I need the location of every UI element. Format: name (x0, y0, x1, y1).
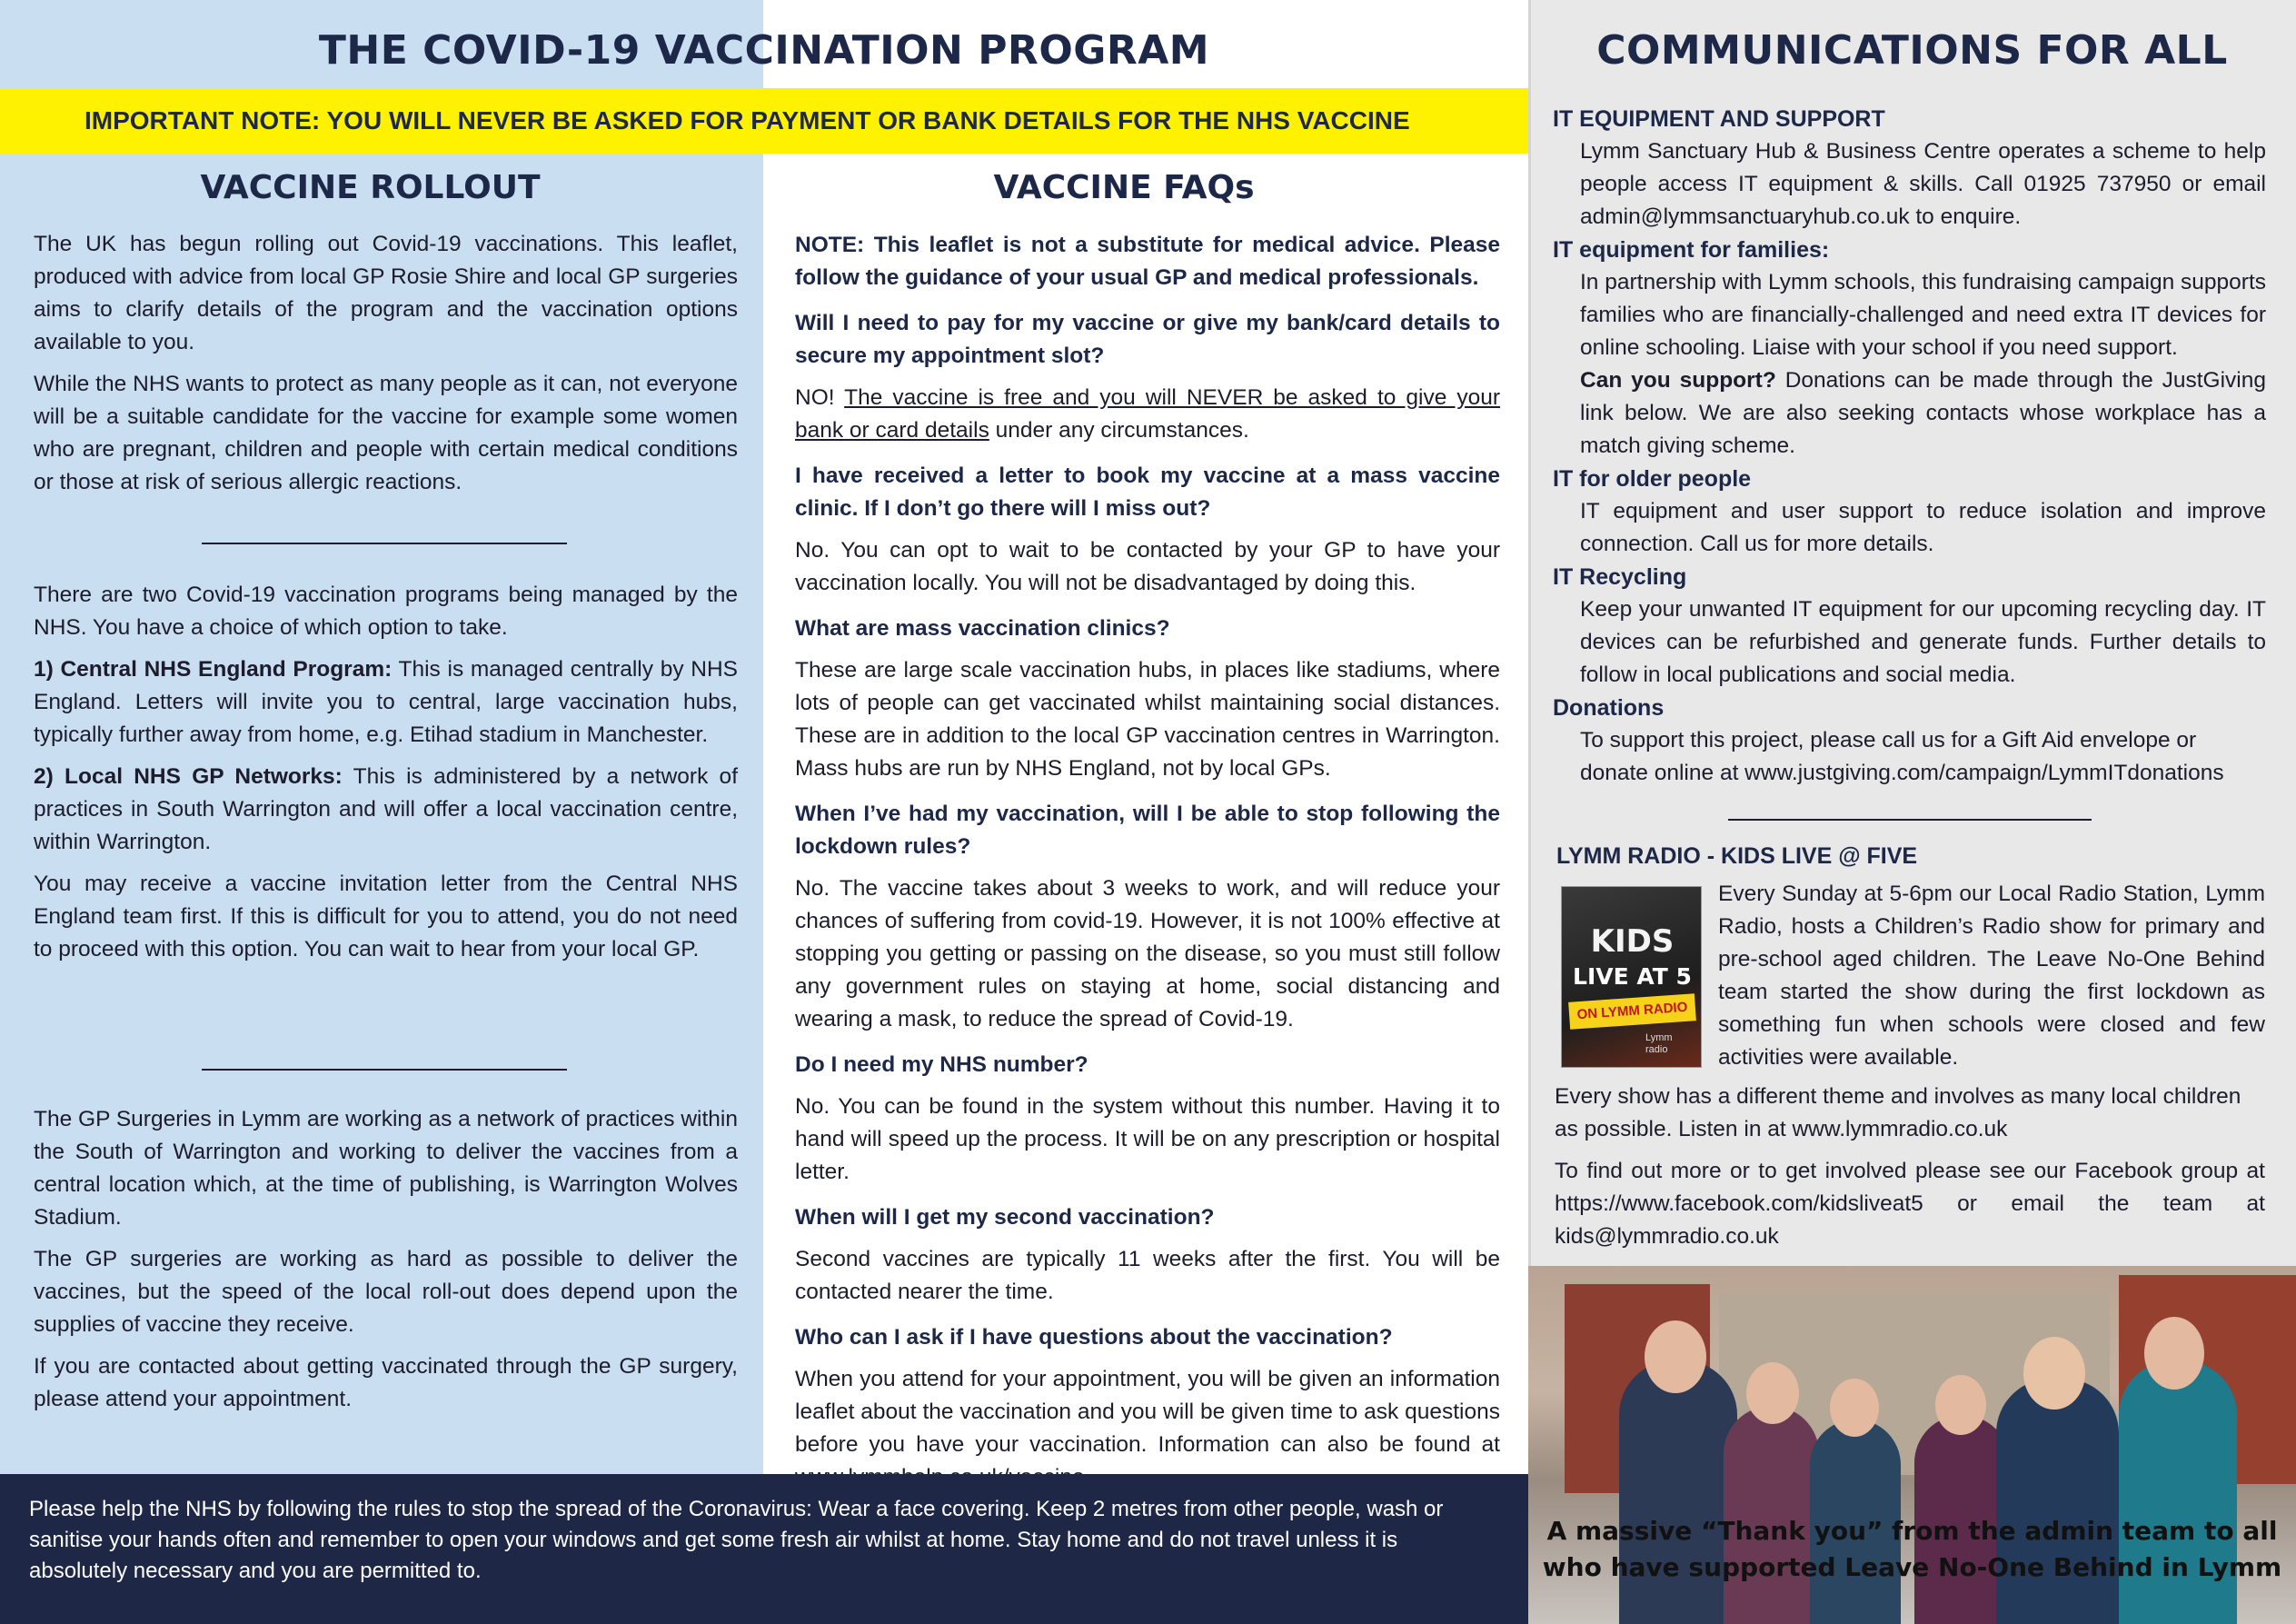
faq-question: Who can I ask if I have questions about the vaccination? (795, 1325, 1393, 1350)
faq-answer: When you attend for your appointment, you will be given an information leaflet about the vaccination and you will be given time to ask questions before you have your vaccination. Information can also be found at (795, 1367, 1500, 1457)
faq-note: NOTE: This leaflet is not a substitute for medical advice. Please follow the guidance of your usual GP and medical professionals. (795, 233, 1500, 290)
faq-question: What are mass vaccination clinics? (795, 616, 1170, 641)
it-families-heading: IT equipment for families: (1553, 237, 1830, 263)
communications-title: COMMUNICATIONS FOR ALL (1596, 27, 2228, 74)
rollout-paragraph: The GP surgeries are working as hard as possible to deliver the vaccines, but the speed of the local roll-out does depend upon the supplies of vaccine they receive. (34, 1247, 738, 1337)
it-support-text: Lymm Sanctuary Hub & Business Centre operates a scheme to help people access IT equipment & skills. Call 01925 737950 or email admin@lymmsanctuaryhub.co.uk to enquire. (1580, 139, 2266, 229)
faq-question: When I’ve had my vaccination, will I be able to stop following the lockdown rules? (795, 802, 1500, 859)
footer-banner (0, 1474, 1528, 1624)
kids-live-at-five-image (1561, 886, 1702, 1068)
faq-answer: These are large scale vaccination hubs, in places like stadiums, where lots of people can get vaccinated whilst maintaining social distances. These are in addition to the local GP vaccination centres in Warrington. Mass hubs are run by NHS England, not by local GPs. (795, 658, 1500, 781)
support-text: Donations can be made through the JustGiving link below. We are also seeking contacts whose workplace has a match giving scheme. (1580, 368, 2266, 458)
it-older-text: IT equipment and user support to reduce isolation and improve connection. Call us for more details. (1580, 499, 2266, 556)
team-member-head (1746, 1362, 1799, 1424)
kids-image-subtitle: LIVE AT 5 (1573, 963, 1692, 990)
support-item (1580, 364, 2266, 463)
important-note-banner (0, 88, 1528, 154)
rollout-paragraph: The UK has begun rolling out Covid-19 vaccinations. This leaflet, produced with advice from local GP Rosie Shire and local GP surgeries aims to clarify details of the program and the vaccination options available to you. (34, 232, 738, 354)
radio-description (1718, 878, 2265, 1083)
team-member-head (1830, 1379, 1879, 1437)
rollout-programs (34, 579, 738, 975)
donations-text: To support this project, please call us for a Gift Aid envelope or donate online at www.justgiving.com/campaign/LymmITdonations (1580, 728, 2224, 785)
lymm-radio-heading: LYMM RADIO - KIDS LIVE @ FIVE (1556, 843, 1918, 869)
team-member-head (1935, 1375, 1986, 1435)
it-families-text: In partnership with Lymm schools, this fundraising campaign supports families who are financially-challenged and need extra IT devices for online schooling. Liaise with your school if you need support. (1580, 270, 2266, 360)
footer-text: Please help the NHS by following the rules to stop the spread of the Coronavirus: Wear a face covering. Keep 2 metres from other people, wash or sanitise your hands often and remember to open your windows and get some fresh air whilst at home. Stay home and do not travel unless it is absolutely necessary and you are permitted to. (29, 1497, 1444, 1583)
faq-list (795, 229, 1500, 1503)
communications-list (1553, 103, 2266, 790)
it-families-body (1553, 266, 2266, 463)
team-member-head (1645, 1320, 1706, 1393)
rollout-paragraph: If you are contacted about getting vaccinated through the GP surgery, please attend your appointment. (34, 1354, 738, 1411)
radio-paragraph: Every Sunday at 5-6pm our Local Radio Station, Lymm Radio, hosts a Children’s Radio show for primary and pre-school aged children. The Leave No-One Behind team started the show during the first lockdown as something fun when schools were closed and few activities were available. (1718, 882, 2265, 1070)
faq-answer: No. You can be found in the system without this number. Having it to hand will speed up the process. It will be on any prescription or hospital letter. (795, 1094, 1500, 1184)
faq-answer: Second vaccines are typically 11 weeks after the first. You will be contacted nearer the time. (795, 1247, 1500, 1304)
team-member (1996, 1379, 2119, 1624)
vaccine-rollout-heading: VACCINE ROLLOUT (200, 169, 541, 206)
kids-image-title: KIDS (1590, 923, 1675, 960)
section-divider (202, 543, 567, 544)
support-label: Can you support? (1580, 368, 1776, 393)
it-support-heading: IT EQUIPMENT AND SUPPORT (1553, 106, 1885, 132)
central-program-text: This is managed centrally by NHS England. Letters will invite you to central, large vaccination hubs, typically further away from home, e.g. Etihad stadium in Manchester. (34, 657, 738, 747)
vaccine-faqs-heading: VACCINE FAQs (993, 169, 1255, 206)
faq-question: I have received a letter to book my vaccine at a mass vaccine clinic. If I don’t go there will I miss out? (795, 463, 1500, 521)
faq-answer: NO! The vaccine is free and you will NEVER be asked to give your bank or card details under any circumstances. (795, 385, 1501, 443)
team-member-head (2023, 1337, 2085, 1410)
faq-question: Do I need my NHS number? (795, 1052, 1088, 1077)
rollout-paragraph: There are two Covid-19 vaccination programs being managed by the NHS. You have a choice of which option to take. (34, 583, 738, 640)
rollout-paragraph: You may receive a vaccine invitation letter from the Central NHS England team first. If this is difficult for you to attend, you do not need to proceed with this option. You can wait to hear from your local GP. (34, 872, 738, 961)
it-older-heading: IT for older people (1553, 466, 1752, 492)
faq-answer: No. You can opt to wait to be contacted by your GP to have your vaccination locally. You will not be disadvantaged by doing this. (795, 538, 1500, 595)
it-recycling-text: Keep your unwanted IT equipment for our upcoming recycling day. IT devices can be refurbished and generate funds. Further details to follow in local publications and social media. (1580, 597, 2266, 687)
radio-details (1555, 1081, 2265, 1262)
rollout-intro (34, 228, 738, 508)
donations-heading: Donations (1553, 695, 1665, 721)
faq-answer: No. The vaccine takes about 3 weeks to work, and will reduce your chances of suffering from covid-19. However, it is not 100% effective at stopping you getting or passing on the disease, so you must still follow any government rules on staying at home, social distancing and wearing a mask, to reduce the spread of Covid-19. (795, 876, 1500, 1031)
radio-paragraph: Every show has a different theme and involves as many local children as possible. Listen in at www.lymmradio.co.uk (1555, 1084, 2241, 1141)
kids-image-badge: ON LYMM RADIO (1568, 993, 1696, 1030)
faq-answer-emphasis: The vaccine is free and you will NEVER be asked to give your bank or card details (795, 385, 1501, 443)
page-title: THE COVID-19 VACCINATION PROGRAM (318, 27, 1210, 74)
lymm-radio-logo: Lymm radio (1645, 1032, 1673, 1055)
thank-you-caption: A massive “Thank you” from the admin team to all who have supported Leave No-One Behind in Lymm (1542, 1516, 2282, 1582)
section-divider (1728, 819, 2092, 821)
faq-question: Will I need to pay for my vaccine or give my bank/card details to secure my appointment slot? (795, 311, 1500, 368)
local-program-item (34, 761, 738, 859)
central-program-label: 1) Central NHS England Program: (34, 657, 393, 682)
local-program-text: This is administered by a network of practices in South Warrington and will offer a local vaccination centre, within Warrington. (34, 764, 738, 854)
it-recycling-heading: IT Recycling (1553, 564, 1687, 590)
rollout-gp-surgeries (34, 1103, 738, 1425)
team-member-head (2144, 1317, 2204, 1390)
section-divider (202, 1069, 567, 1071)
local-program-label: 2) Local NHS GP Networks: (34, 764, 343, 789)
radio-paragraph: To find out more or to get involved please see our Facebook group at https://www.facebook.com/kidsliveat5 or email the team at kids@lymmradio.co.uk (1555, 1159, 2265, 1249)
faq-question: When will I get my second vaccination? (795, 1205, 1215, 1230)
central-program-item (34, 653, 738, 752)
rollout-paragraph: While the NHS wants to protect as many people as it can, not everyone will be a suitable candidate for the vaccine for example some women who are pregnant, children and people with certain medical conditions or those at risk of serious allergic reactions. (34, 372, 738, 494)
important-note-text: IMPORTANT NOTE: YOU WILL NEVER BE ASKED FOR PAYMENT OR BANK DETAILS FOR THE NHS VACCINE (84, 106, 1410, 135)
rollout-paragraph: The GP Surgeries in Lymm are working as a network of practices within the South of Warrington and working to deliver the vaccines from a central location which, at the time of publishing, is Warrington Wolves Stadium. (34, 1107, 738, 1230)
